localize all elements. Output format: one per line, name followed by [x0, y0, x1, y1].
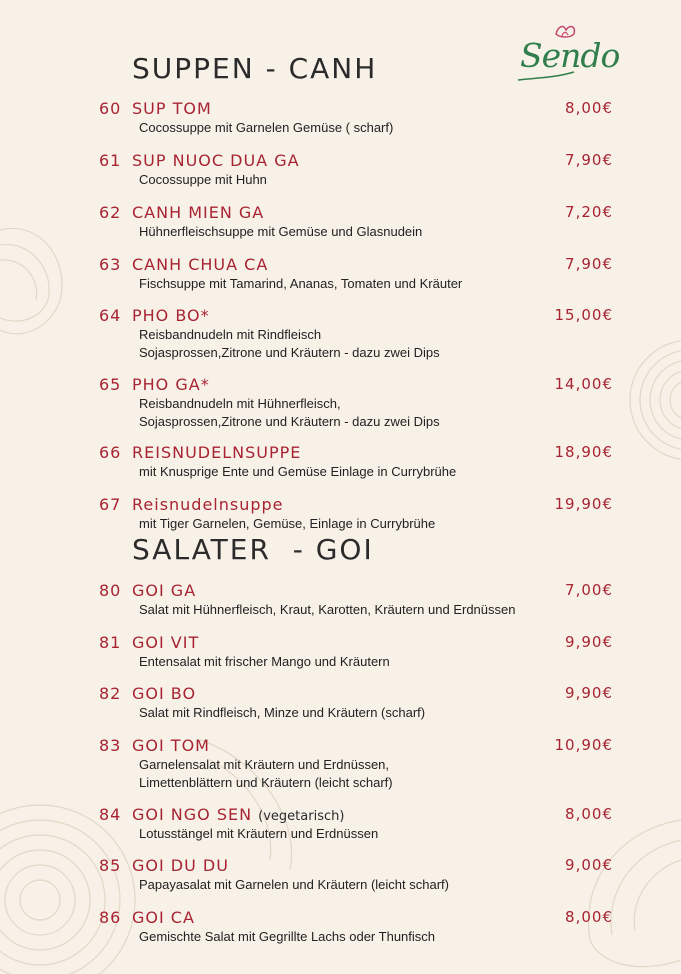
item-description: Fischsuppe mit Tamarind, Ananas, Tomaten und Kräuter	[139, 276, 463, 291]
item-number: 65	[99, 375, 122, 394]
item-number: 80	[99, 581, 122, 600]
item-description: Reisbandnudeln mit Rindfleisch Sojasprossen,Zitrone und Kräutern - dazu zwei Dips	[139, 327, 440, 360]
item-description: Entensalat mit frischer Mango und Kräutern	[139, 654, 390, 669]
item-description: Salat mit Rindfleisch, Minze und Kräutern (scharf)	[139, 705, 426, 720]
item-name: CANH CHUA CA	[132, 255, 269, 274]
item-name: SUP NUOC DUA GA	[132, 151, 300, 170]
item-number: 61	[99, 151, 122, 170]
item-price: 8,00€	[565, 99, 613, 117]
item-price: 7,00€	[565, 581, 613, 599]
item-number: 60	[99, 99, 122, 118]
logo-text: Sendo	[520, 36, 620, 75]
item-number: 63	[99, 255, 122, 274]
item-description: mit Knusprige Ente und Gemüse Einlage in Currybrühe	[139, 464, 457, 479]
item-name: REISNUDELNSUPPE	[132, 443, 302, 462]
item-description: Cocossuppe mit Huhn	[139, 172, 267, 187]
item-number: 64	[99, 306, 122, 325]
item-price: 9,90€	[565, 633, 613, 651]
item-description: mit Tiger Garnelen, Gemüse, Einlage in Currybrühe	[139, 516, 436, 531]
item-number: 85	[99, 856, 122, 875]
item-price: 10,90€	[554, 736, 613, 754]
item-price: 7,90€	[565, 255, 613, 273]
item-number: 67	[99, 495, 122, 514]
item-number: 82	[99, 684, 122, 703]
item-price: 19,90€	[554, 495, 613, 513]
item-description: Papayasalat mit Garnelen und Kräutern (leicht scharf)	[139, 877, 449, 892]
item-price: 8,00€	[565, 805, 613, 823]
item-name: Reisnudelnsuppe	[132, 495, 284, 514]
item-price: 15,00€	[554, 306, 613, 324]
section-title-salater: SALATER - GOI	[132, 533, 374, 566]
item-name: PHO BO*	[132, 306, 210, 325]
item-number: 84	[99, 805, 122, 824]
item-name: GOI CA	[132, 908, 195, 927]
item-number: 66	[99, 443, 122, 462]
item-name: GOI NGO SEN (vegetarisch)	[132, 805, 345, 824]
item-price: 7,20€	[565, 203, 613, 221]
item-name: CANH MIEN GA	[132, 203, 265, 222]
item-price: 8,00€	[565, 908, 613, 926]
item-number: 62	[99, 203, 122, 222]
item-description: Lotusstängel mit Kräutern und Erdnüssen	[139, 826, 379, 841]
item-price: 9,00€	[565, 856, 613, 874]
item-description: Salat mit Hühnerfleisch, Kraut, Karotten, Kräutern und Erdnüssen	[139, 602, 516, 617]
item-description: Hühnerfleischsuppe mit Gemüse und Glasnudein	[139, 224, 423, 239]
item-price: 7,90€	[565, 151, 613, 169]
item-name: GOI DU DU	[132, 856, 229, 875]
item-number: 86	[99, 908, 122, 927]
item-description: Cocossuppe mit Garnelen Gemüse ( scharf)	[139, 120, 394, 135]
item-note: (vegetarisch)	[258, 809, 345, 824]
item-description: Garnelensalat mit Kräutern und Erdnüssen, Limettenblättern und Kräutern (leicht scharf)	[139, 757, 393, 790]
item-number: 83	[99, 736, 122, 755]
item-description: Reisbandnudeln mit Hühnerfleisch, Sojasprossen,Zitrone und Kräutern - dazu zwei Dips	[139, 396, 440, 429]
item-price: 18,90€	[554, 443, 613, 461]
item-number: 81	[99, 633, 122, 652]
item-name: SUP TOM	[132, 99, 212, 118]
item-name: GOI VIT	[132, 633, 200, 652]
item-name: GOI BO	[132, 684, 197, 703]
item-name: GOI TOM	[132, 736, 210, 755]
item-name: GOI GA	[132, 581, 197, 600]
item-price: 14,00€	[554, 375, 613, 393]
item-description: Gemischte Salat mit Gegrillte Lachs oder Thunfisch	[139, 929, 436, 944]
item-price: 9,90€	[565, 684, 613, 702]
item-name: PHO GA*	[132, 375, 210, 394]
section-title-suppen: SUPPEN - CANH	[132, 52, 378, 85]
